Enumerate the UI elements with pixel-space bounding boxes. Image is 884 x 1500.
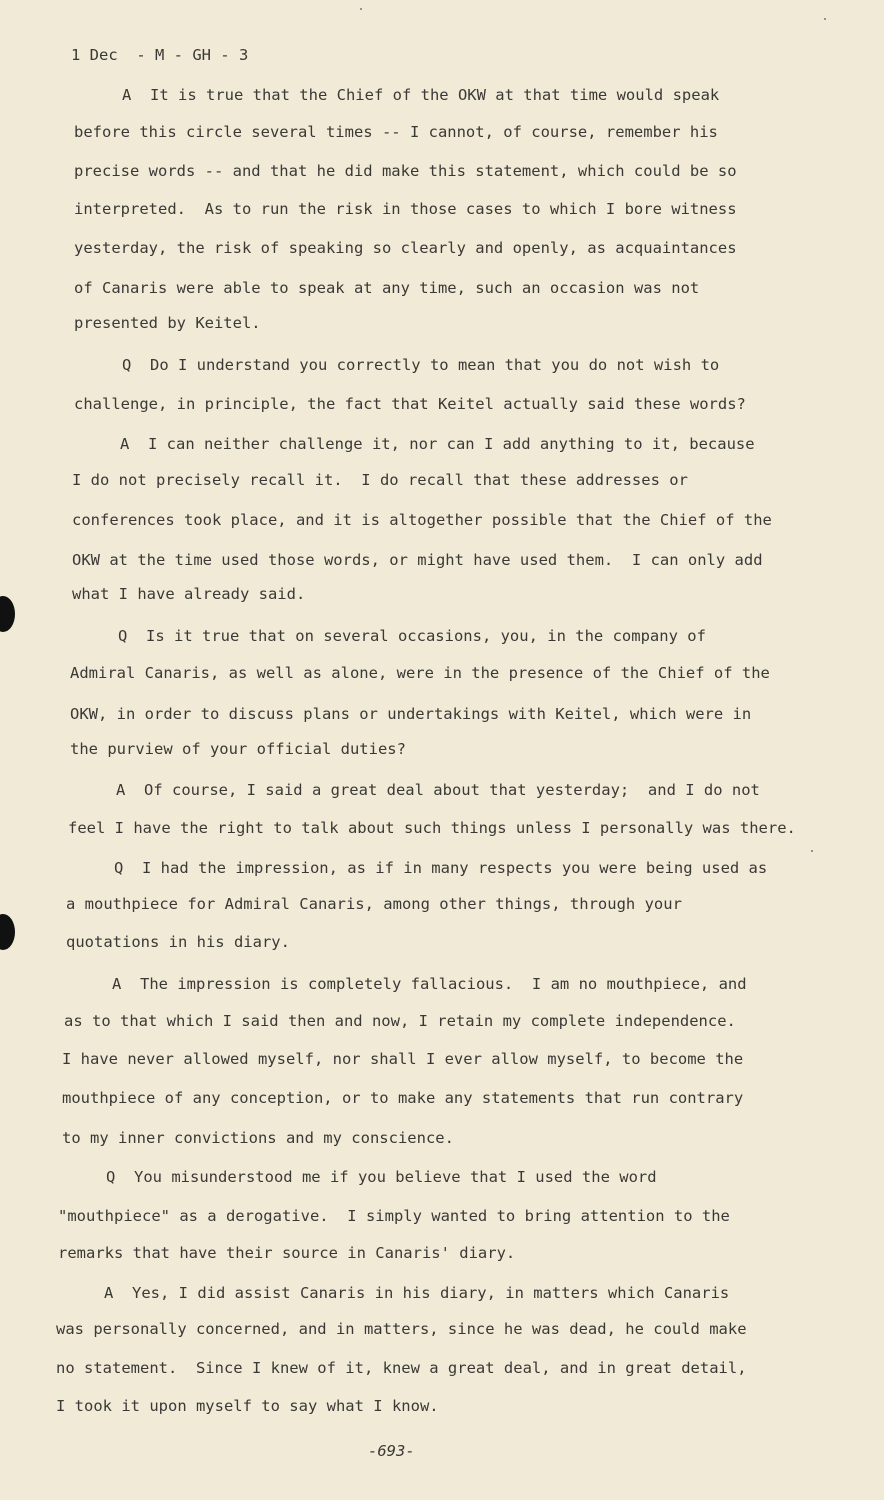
text-line: mouthpiece of any conception, or to make any statements that run contrary bbox=[62, 1089, 744, 1107]
text-line: Q You misunderstood me if you believe that I used the word bbox=[106, 1168, 657, 1186]
text-line: presented by Keitel. bbox=[74, 314, 261, 332]
text-line: "mouthpiece" as a derogative. I simply wanted to bring attention to the bbox=[58, 1207, 730, 1225]
text-line: OKW, in order to discuss plans or undertakings with Keitel, which were in bbox=[70, 705, 752, 723]
text-line: no statement. Since I knew of it, knew a great deal, and in great detail, bbox=[56, 1359, 747, 1377]
text-line: to my inner convictions and my conscience. bbox=[62, 1129, 454, 1147]
text-line: remarks that have their source in Canaris' diary. bbox=[58, 1244, 516, 1262]
text-line: A It is true that the Chief of the OKW at that time would speak bbox=[122, 86, 720, 104]
text-line: A I can neither challenge it, nor can I add anything to it, because bbox=[120, 435, 755, 453]
paper-speck bbox=[360, 8, 362, 10]
text-line: conferences took place, and it is altogether possible that the Chief of the bbox=[72, 511, 772, 529]
text-line: of Canaris were able to speak at any time, such an occasion was not bbox=[74, 279, 700, 297]
text-line: as to that which I said then and now, I retain my complete independence. bbox=[64, 1012, 736, 1030]
text-line: interpreted. As to run the risk in those cases to which I bore witness bbox=[74, 200, 737, 218]
text-line: precise words -- and that he did make this statement, which could be so bbox=[74, 162, 737, 180]
paper-speck bbox=[824, 18, 826, 20]
text-line: quotations in his diary. bbox=[66, 933, 290, 951]
text-line: before this circle several times -- I cannot, of course, remember his bbox=[74, 123, 718, 141]
page-number: -693- bbox=[368, 1442, 415, 1460]
binder-hole bbox=[0, 596, 15, 632]
text-line: Admiral Canaris, as well as alone, were in the presence of the Chief of the bbox=[70, 664, 770, 682]
text-line: I took it upon myself to say what I know. bbox=[56, 1397, 439, 1415]
text-line: I do not precisely recall it. I do recall that these addresses or bbox=[72, 471, 688, 489]
text-line: A The impression is completely fallacious. I am no mouthpiece, and bbox=[112, 975, 747, 993]
text-line: was personally concerned, and in matters, since he was dead, he could make bbox=[56, 1320, 747, 1338]
text-line: A Yes, I did assist Canaris in his diary, in matters which Canaris bbox=[104, 1284, 730, 1302]
binder-hole bbox=[0, 914, 15, 950]
text-line: Q I had the impression, as if in many respects you were being used as bbox=[114, 859, 768, 877]
text-line: what I have already said. bbox=[72, 585, 306, 603]
text-line: a mouthpiece for Admiral Canaris, among other things, through your bbox=[66, 895, 682, 913]
text-line: I have never allowed myself, nor shall I ever allow myself, to become the bbox=[62, 1050, 744, 1068]
text-line: A Of course, I said a great deal about that yesterday; and I do not bbox=[116, 781, 760, 799]
text-line: challenge, in principle, the fact that Keitel actually said these words? bbox=[74, 395, 746, 413]
page-header: 1 Dec - M - GH - 3 bbox=[71, 46, 249, 64]
paper-speck bbox=[811, 850, 813, 852]
text-line: yesterday, the risk of speaking so clearly and openly, as acquaintances bbox=[74, 239, 737, 257]
text-line: Q Is it true that on several occasions, you, in the company of bbox=[118, 627, 706, 645]
text-line: OKW at the time used those words, or might have used them. I can only add bbox=[72, 551, 763, 569]
text-line: feel I have the right to talk about such things unless I personally was there. bbox=[68, 819, 796, 837]
text-line: the purview of your official duties? bbox=[70, 740, 406, 758]
text-line: Q Do I understand you correctly to mean that you do not wish to bbox=[122, 356, 720, 374]
